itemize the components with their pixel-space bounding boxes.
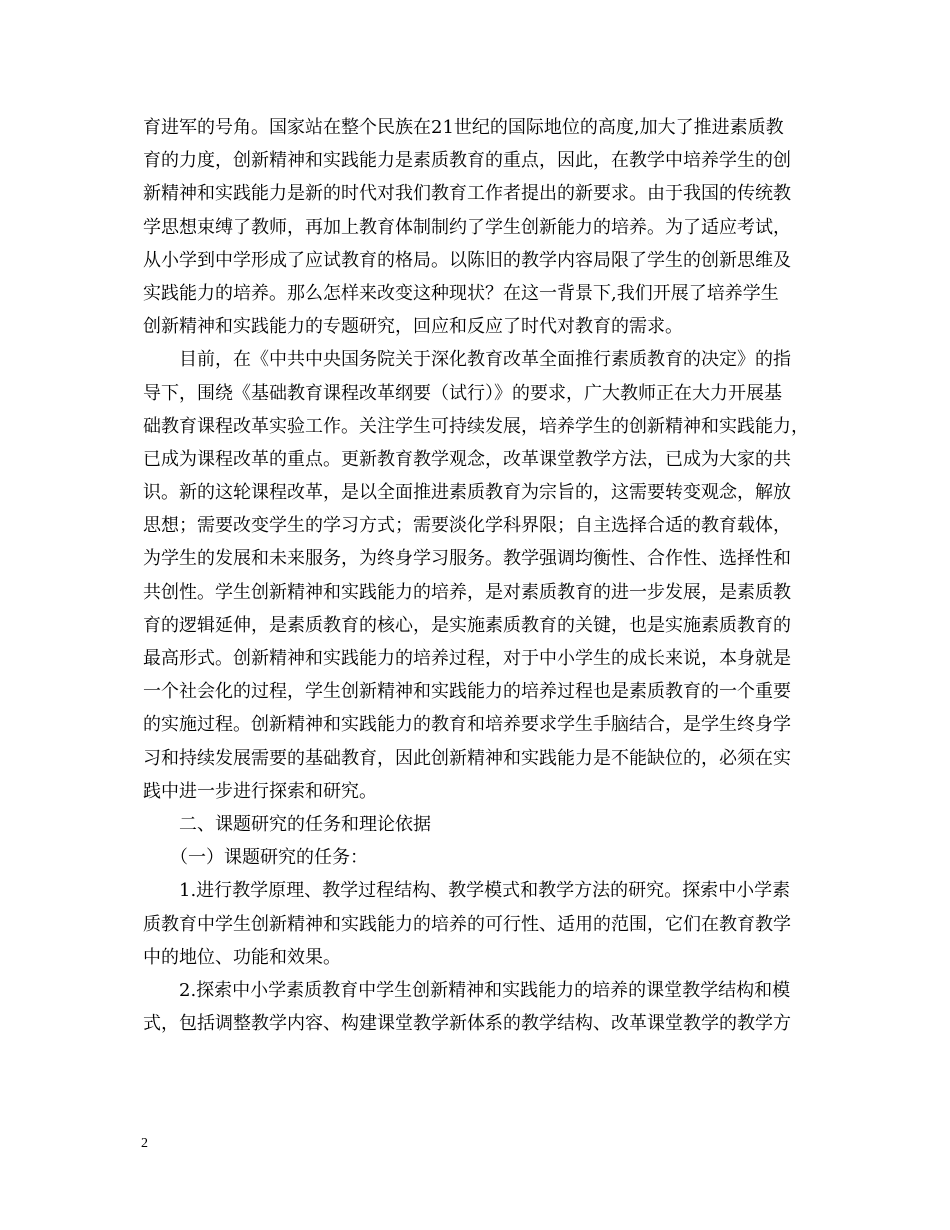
text-line: 学思想束缚了教师，再加上教育体制制约了学生创新能力的培养。为了适应考试， bbox=[143, 216, 791, 238]
body-text bbox=[143, 111, 823, 1040]
text-line: 思想；需要改变学生的学习方式；需要淡化学科界限；自主选择合适的教育载体， bbox=[143, 515, 791, 537]
text-line: 质教育中学生创新精神和实践能力的培养的可行性、适用的范围，它们在教育教学 bbox=[143, 913, 791, 935]
text-line: 实践能力的培养。那么怎样来改变这种现状？在这一背景下,我们开展了培养学生 bbox=[143, 282, 779, 304]
text-line: 2.探索中小学素质教育中学生创新精神和实践能力的培养的课堂教学结构和模 bbox=[143, 979, 791, 1001]
text-line: 二、课题研究的任务和理论依据 bbox=[143, 813, 431, 835]
text-line: （一）课题研究的任务： bbox=[143, 847, 368, 869]
text-line: 育进军的号角。国家站在整个民族在21世纪的国际地位的高度,加大了推进素质教 bbox=[143, 117, 784, 138]
page-number: 2 bbox=[141, 1136, 148, 1151]
text-line: 最高形式。创新精神和实践能力的培养过程，对于中小学生的成长来说，本身就是 bbox=[143, 648, 791, 669]
text-line: 共创性。学生创新精神和实践能力的培养，是对素质教育的进一步发展，是素质教 bbox=[143, 581, 791, 603]
text-line: 目前，在《中共中央国务院关于深化教育改革全面推行素质教育的决定》的指 bbox=[143, 349, 791, 371]
text-line: 的实施过程。创新精神和实践能力的教育和培养要求学生手脑结合，是学生终身学 bbox=[143, 714, 791, 736]
text-line: 为学生的发展和未来服务，为终身学习服务。教学强调均衡性、合作性、选择性和 bbox=[143, 548, 791, 570]
text-line: 识。新的这轮课程改革，是以全面推进素质教育为宗旨的，这需要转变观念，解放 bbox=[143, 482, 791, 504]
text-line: 式，包括调整教学内容、构建课堂教学新体系的教学结构、改革课堂教学的教学方 bbox=[143, 1013, 791, 1035]
text-line: 新精神和实践能力是新的时代对我们教育工作者提出的新要求。由于我国的传统教 bbox=[143, 183, 791, 205]
text-line: 一个社会化的过程，学生创新精神和实践能力的培养过程也是素质教育的一个重要 bbox=[143, 681, 791, 703]
text-line: 育的力度，创新精神和实践能力是素质教育的重点，因此，在教学中培养学生的创 bbox=[143, 150, 791, 172]
text-line: 育的逻辑延伸，是素质教育的核心，是实施素质教育的关键，也是实施素质教育的 bbox=[143, 614, 791, 636]
text-line: 已成为课程改革的重点。更新教育教学观念，改革课堂教学方法，已成为大家的共 bbox=[143, 448, 791, 470]
text-line: 从小学到中学形成了应试教育的格局。以陈旧的教学内容局限了学生的创新思维及 bbox=[143, 249, 791, 271]
text-line: 中的地位、功能和效果。 bbox=[143, 946, 341, 968]
text-line: 践中进一步进行探索和研究。 bbox=[143, 780, 377, 802]
text-line: 1.进行教学原理、教学过程结构、教学模式和教学方法的研究。探索中小学素 bbox=[143, 880, 791, 902]
text-line: 创新精神和实践能力的专题研究，回应和反应了时代对教育的需求。 bbox=[143, 316, 683, 338]
text-line: 习和持续发展需要的基础教育，因此创新精神和实践能力是不能缺位的，必须在实 bbox=[143, 747, 791, 769]
text-line: 础教育课程改革实验工作。关注学生可持续发展，培养学生的创新精神和实践能力， bbox=[143, 415, 809, 437]
text-line: 导下，围绕《基础教育课程改革纲要（试行）》的要求，广大教师正在大力开展基 bbox=[143, 382, 782, 404]
